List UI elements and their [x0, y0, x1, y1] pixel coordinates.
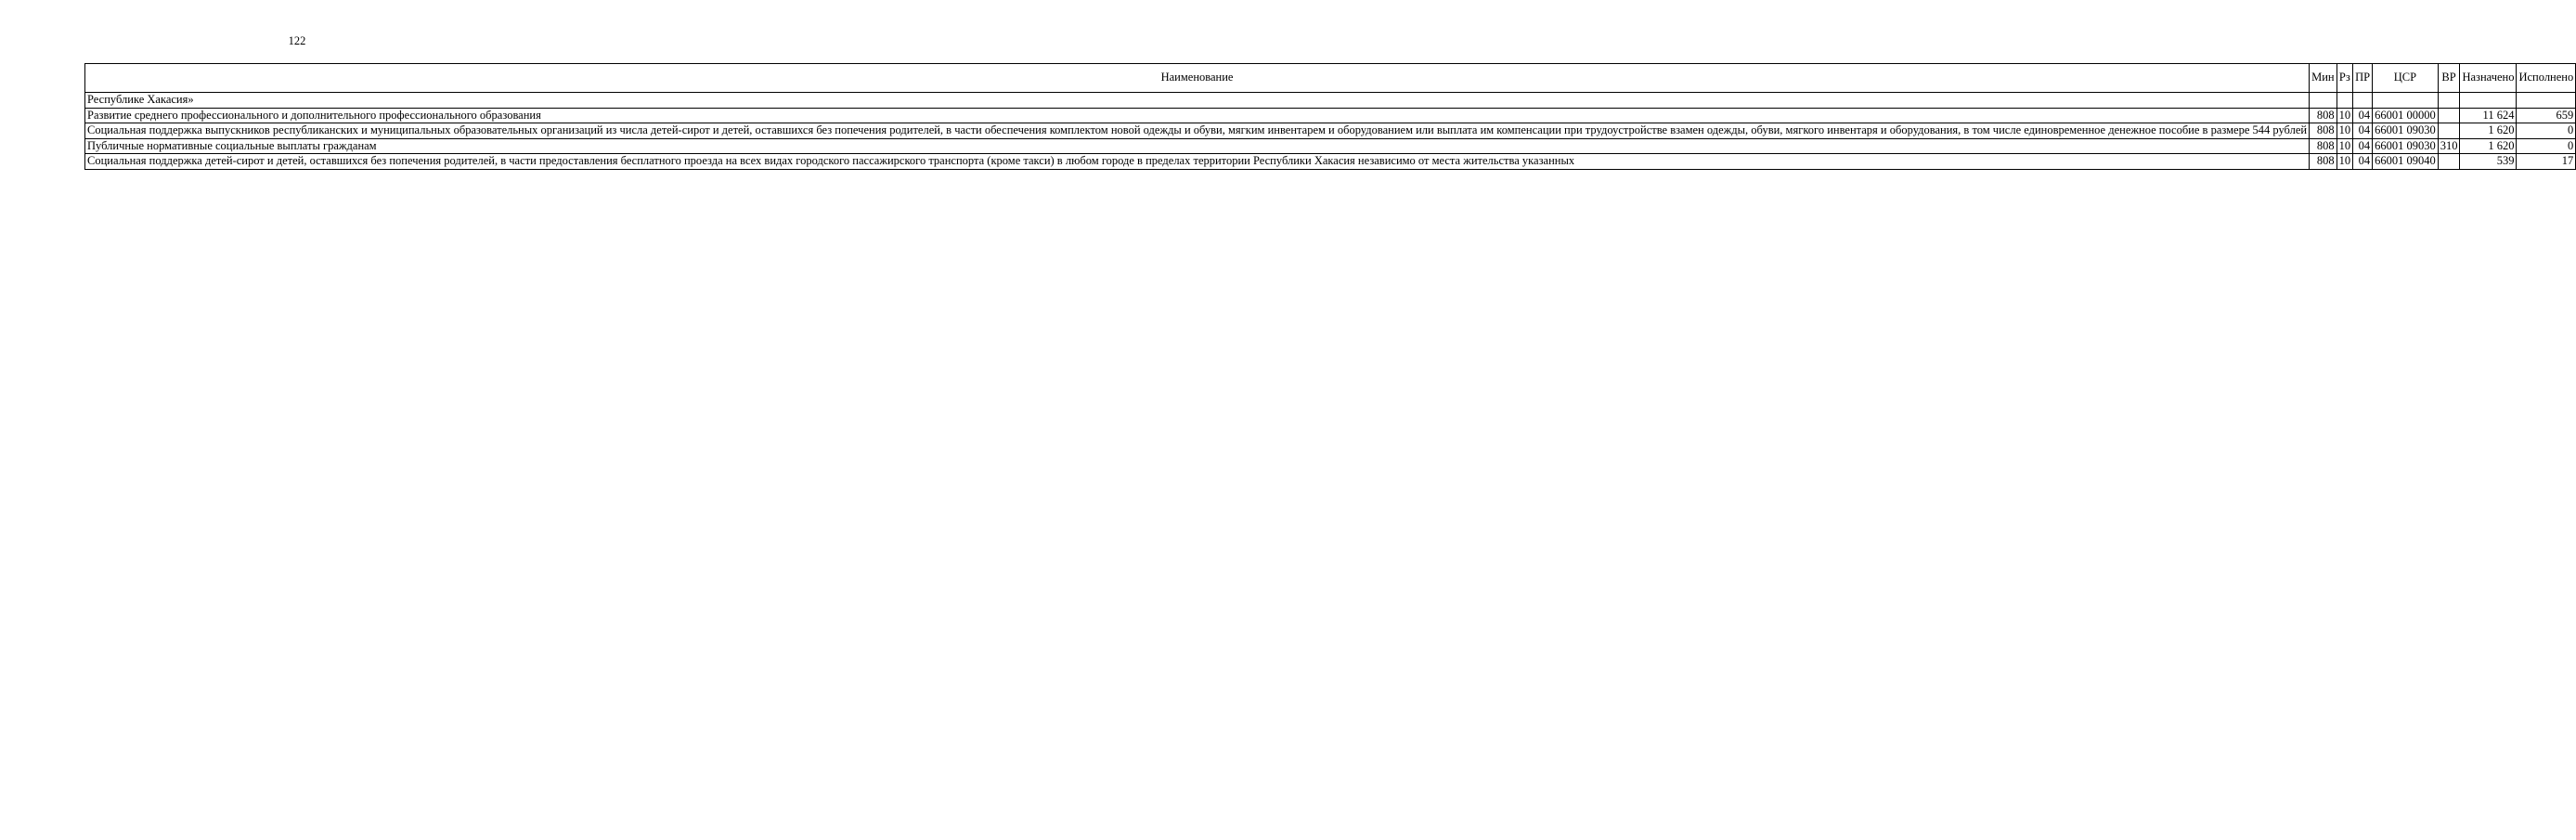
header-pr: ПР [2353, 64, 2373, 93]
table-row [85, 108, 2576, 123]
row-vr: 310 [2438, 138, 2460, 154]
row-pr: 04 [2353, 138, 2373, 154]
row-assigned: 1 620 [2460, 123, 2517, 139]
header-executed: Исполнено [2517, 64, 2576, 93]
row-executed: 17 [2517, 154, 2576, 170]
row-name: Развитие среднего профессионального и дополнительного профессионального образования [85, 108, 2310, 123]
row-pr: 04 [2353, 123, 2373, 139]
row-min: 808 [2310, 123, 2337, 139]
continuation-text: Республике Хакасия» [85, 93, 2310, 109]
row-name: Публичные нормативные социальные выплаты гражданам [85, 138, 2310, 154]
row-min: 808 [2310, 108, 2337, 123]
row-executed: 659 [2517, 108, 2576, 123]
row-name: Социальная поддержка выпускников республиканских и муниципальных образовательных организаций из числа детей-сирот и детей, оставшихся без попечения родителей, в части обеспечения комплектом новой одежды и обуви, мягким инвентарем и оборудованием или выплата им компенсации при трудоустройстве взамен одежды, обуви, мягкого инвентаря и оборудования, в том числе единовременное денежное пособие в размере 544 рублей [85, 123, 2310, 139]
header-row [85, 64, 2576, 93]
row-vr [2438, 108, 2460, 123]
header-rz: Рз [2337, 64, 2353, 93]
header-assigned: Назначено [2460, 64, 2517, 93]
header-vr: ВР [2438, 64, 2460, 93]
row-rz: 10 [2337, 123, 2353, 139]
row-min: 808 [2310, 154, 2337, 170]
header-csr: ЦСР [2373, 64, 2439, 93]
row-vr [2438, 123, 2460, 139]
row-assigned: 539 [2460, 154, 2517, 170]
row-pr: 04 [2353, 108, 2373, 123]
header-name: Наименование [85, 64, 2310, 93]
row-name: Социальная поддержка детей-сирот и детей, оставшихся без попечения родителей, в части предоставления бесплатного проезда на всех видах городского пассажирского транспорта (кроме такси) в любом городе в пределах территории Республики Хакасия независимо от места жительства указанных [85, 154, 2310, 170]
row-rz: 10 [2337, 138, 2353, 154]
page-number: 122 [288, 34, 306, 47]
row-csr: 66001 09030 [2373, 138, 2439, 154]
row-min: 808 [2310, 138, 2337, 154]
continuation-row [85, 93, 2576, 109]
row-executed: 0 [2517, 138, 2576, 154]
row-csr: 66001 09030 [2373, 123, 2439, 139]
row-assigned: 1 620 [2460, 138, 2517, 154]
row-rz: 10 [2337, 108, 2353, 123]
row-csr: 66001 00000 [2373, 108, 2439, 123]
row-csr: 66001 09040 [2373, 154, 2439, 170]
row-pr: 04 [2353, 154, 2373, 170]
table-row [85, 138, 2576, 154]
row-executed: 0 [2517, 123, 2576, 139]
row-rz: 10 [2337, 154, 2353, 170]
row-assigned: 11 624 [2460, 108, 2517, 123]
table-row [85, 123, 2576, 139]
table-row [85, 154, 2576, 170]
header-min: Мин [2310, 64, 2337, 93]
budget-table [84, 63, 2576, 170]
row-vr [2438, 154, 2460, 170]
